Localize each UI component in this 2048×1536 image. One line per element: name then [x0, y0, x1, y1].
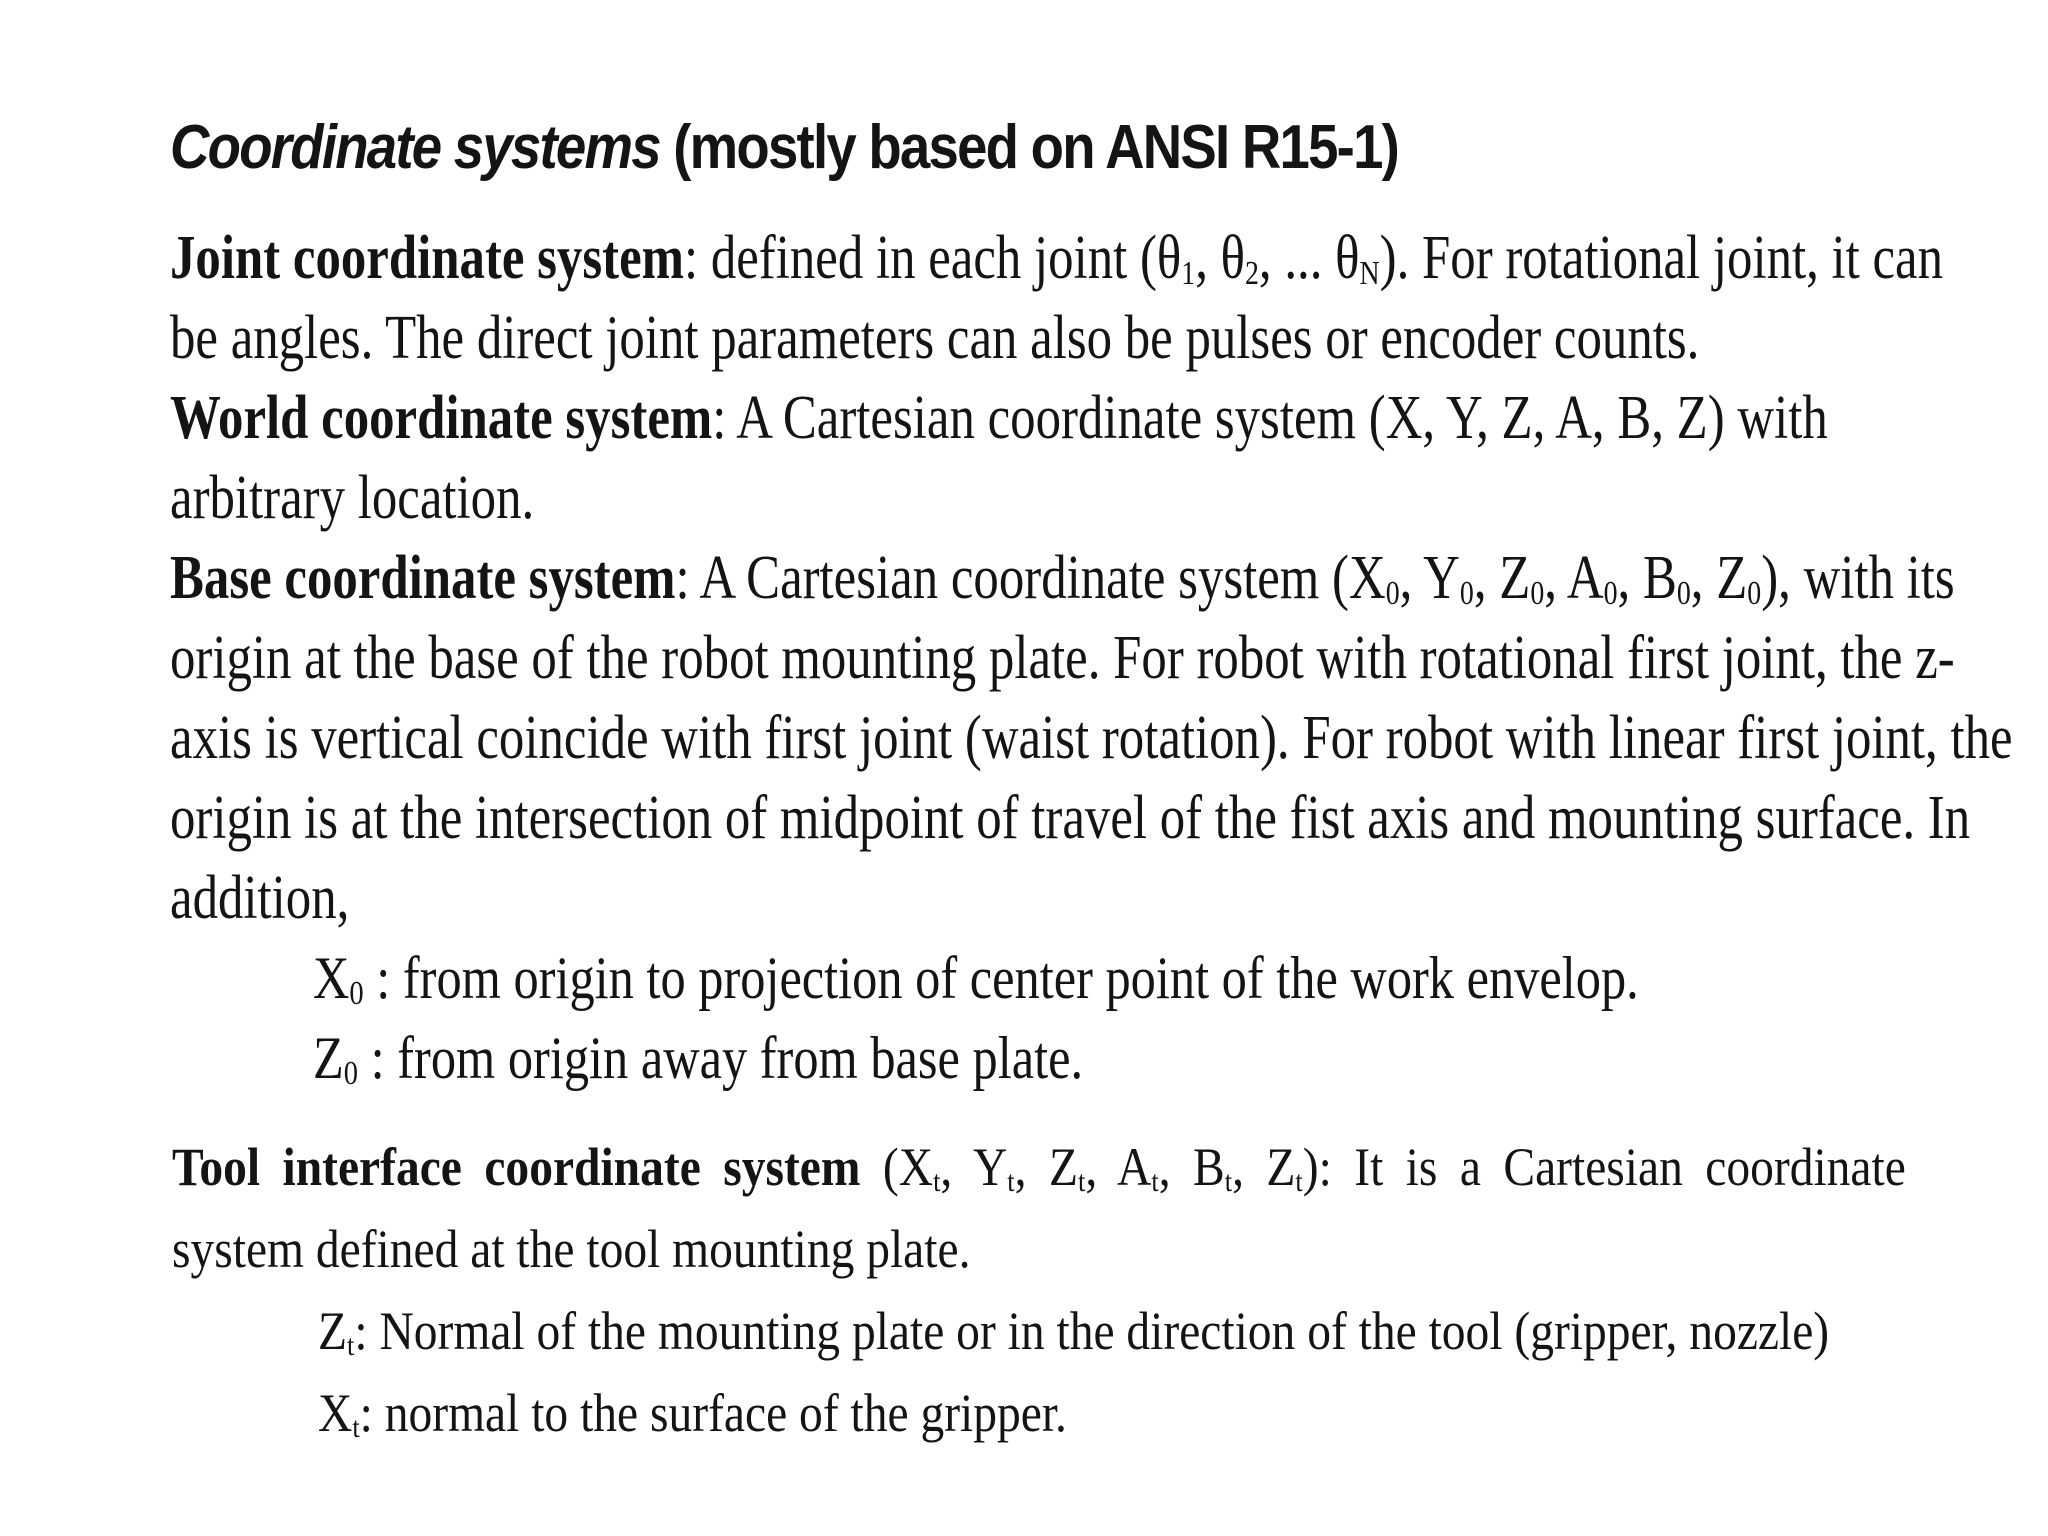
base-text-a: : A Cartesian coordinate system (X: [675, 544, 1386, 612]
base-sub-y: 0: [1459, 575, 1474, 612]
tool-text-a: (X: [860, 1137, 934, 1197]
base-text-b: , Y: [1399, 544, 1460, 612]
tool-text-c: , Z: [1014, 1137, 1078, 1197]
base-line-4: origin is at the intersection of midpoint of travel of the fist axis and mounting surface. In: [170, 784, 1971, 852]
tool-text-d: , A: [1085, 1137, 1152, 1197]
title-rest: (mostly based on ANSI R15-1): [659, 113, 1399, 182]
tool-text-e: , B: [1158, 1137, 1225, 1197]
base-line-1: [170, 538, 1955, 618]
world-line-1: [170, 378, 1828, 458]
base-sub-z2: 0: [1747, 575, 1762, 612]
tool-term: Tool interface coordinate system: [172, 1137, 861, 1197]
joint-text-d: ). For rotational joint, it can: [1379, 224, 1944, 292]
tool-sub-a: t: [1151, 1165, 1159, 1198]
xt-text: : normal to the surface of the gripper.: [359, 1383, 1067, 1443]
base-text-g: ), with its: [1761, 544, 1955, 612]
base-line-3: axis is vertical coincide with first joint (waist rotation). For robot with linear first joint, the: [170, 704, 2013, 772]
tool-line-2: system defined at the tool mounting plate.: [172, 1219, 971, 1279]
joint-text-b: , θ: [1195, 224, 1245, 292]
zt-text: : Normal of the mounting plate or in the direction of the tool (gripper, nozzle): [354, 1301, 1830, 1361]
base-text-c: , Z: [1473, 544, 1531, 612]
base-paragraph: [170, 538, 2013, 938]
title-italic: Coordinate systems: [170, 113, 660, 182]
base-sub-b: 0: [1676, 575, 1691, 612]
world-line-2: arbitrary location.: [170, 464, 535, 532]
base-text-e: , B: [1617, 544, 1677, 612]
tool-sub-y: t: [1007, 1165, 1015, 1198]
base-sub-x: 0: [1385, 575, 1400, 612]
x0-sub: 0: [349, 975, 364, 1012]
joint-text-c: , ... θ: [1258, 224, 1360, 292]
zt-sub: t: [347, 1329, 355, 1362]
zt-var: Z: [318, 1301, 348, 1361]
x0-text: : from origin to projection of center point of the work envelop.: [363, 945, 1639, 1011]
base-sub-a: 0: [1603, 575, 1618, 612]
joint-sub-n: N: [1359, 255, 1380, 292]
x0-var: X: [313, 945, 350, 1011]
page-title: [170, 108, 1398, 188]
base-line-5: addition,: [170, 864, 350, 932]
base-x0-item: [313, 938, 1639, 1018]
joint-paragraph: [170, 218, 1944, 378]
joint-sub-2: 2: [1244, 255, 1259, 292]
joint-sub-1: 1: [1181, 255, 1196, 292]
base-text-d: , A: [1544, 544, 1604, 612]
tool-paragraph: [172, 1126, 1906, 1290]
world-paragraph: [170, 378, 1828, 538]
joint-text-a: : defined in each joint (θ: [683, 224, 1182, 292]
joint-line-1: [170, 218, 1944, 298]
world-term: World coordinate system: [170, 384, 713, 452]
xt-sub: t: [352, 1411, 360, 1444]
tool-xt-item: [318, 1372, 1067, 1454]
z0-text: : from origin away from base plate.: [358, 1025, 1084, 1091]
tool-sub-b: t: [1224, 1165, 1233, 1198]
joint-term: Joint coordinate system: [170, 224, 684, 292]
tool-sub-x: t: [933, 1165, 941, 1198]
tool-line-1: [172, 1126, 1906, 1208]
world-text: : A Cartesian coordinate system (X, Y, Z, A, B, Z) with: [712, 384, 1828, 452]
base-line-2: origin at the base of the robot mounting plate. For robot with rotational first joint, the z-: [170, 624, 1955, 692]
base-z0-item: [313, 1018, 1083, 1098]
base-text-f: , Z: [1690, 544, 1748, 612]
tool-sub-z2: t: [1295, 1165, 1303, 1198]
base-sub-z: 0: [1530, 575, 1545, 612]
tool-text-g: ): It is a Cartesian coordinate: [1302, 1137, 1906, 1197]
z0-sub: 0: [343, 1055, 359, 1092]
tool-sub-z: t: [1077, 1165, 1086, 1198]
z0-var: Z: [313, 1025, 344, 1091]
tool-text-f: , Z: [1232, 1137, 1296, 1197]
joint-line-2: be angles. The direct joint parameters can also be pulses or encoder counts.: [170, 304, 1700, 372]
base-term: Base coordinate system: [170, 544, 676, 612]
tool-text-b: , Y: [940, 1137, 1008, 1197]
tool-zt-item: [318, 1290, 1829, 1372]
xt-var: X: [318, 1383, 353, 1443]
